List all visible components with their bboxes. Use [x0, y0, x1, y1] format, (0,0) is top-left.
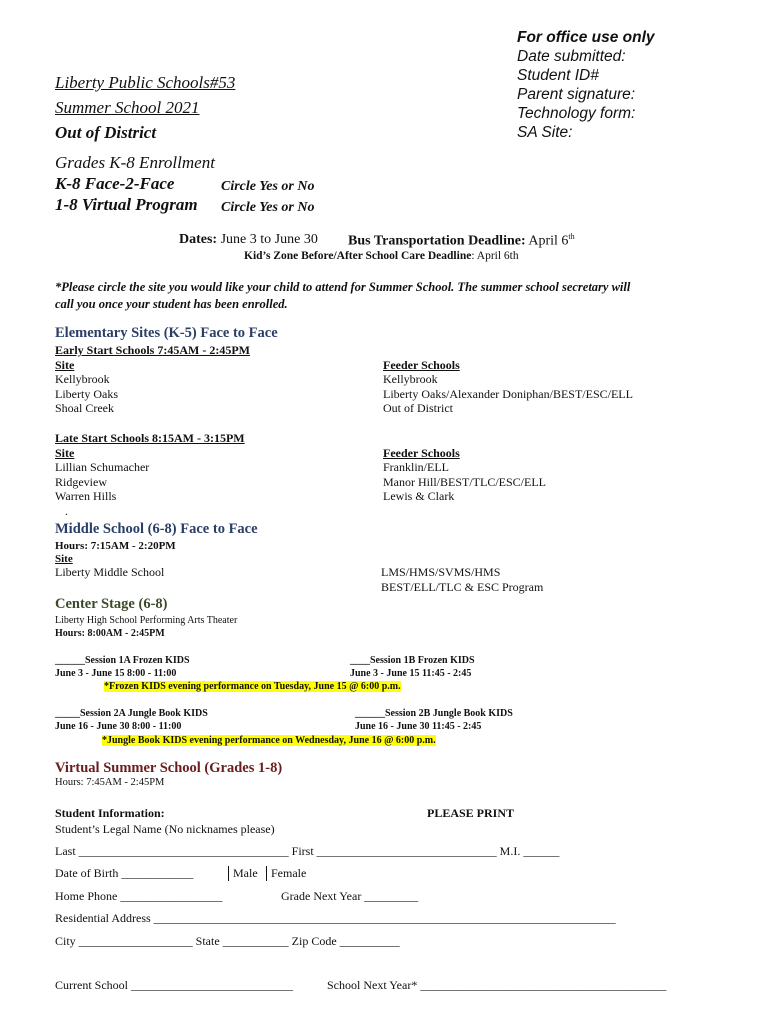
early-site-shoal-creek[interactable]: Shoal Creek [55, 401, 114, 415]
session-1a-time: June 3 - June 15 8:00 - 11:00 [55, 668, 177, 679]
circle-f2f[interactable]: Circle Yes or No [221, 179, 315, 194]
center-stage-venue: Liberty High School Performing Arts Theater [55, 615, 238, 626]
early-site-label: Site [55, 357, 75, 372]
center-stage-info [55, 614, 237, 640]
center-stage-title: Center Stage (6-8) [55, 596, 168, 612]
home-phone-field[interactable]: Home Phone _________________ [55, 889, 223, 903]
site-note-line-1: *Please circle the site you would like your child to attend for Summer School. The summer school secretary will [55, 280, 631, 294]
early-feeder-label: Feeder Schools [383, 357, 460, 372]
middle-hours-block [55, 540, 176, 565]
kids-zone-label: Kid’s Zone Before/After School Care Deadline [244, 250, 472, 262]
session-1a-label: ______Session 1A Frozen KIDS [55, 655, 190, 666]
bus-sup: th [568, 232, 575, 241]
kids-zone-value: : April 6th [471, 250, 519, 262]
session-2b-label: ______Session 2B Jungle Book KIDS [355, 708, 513, 719]
address-field[interactable]: Residential Address _____________________________________________________________________________ [55, 911, 616, 925]
grade-next-year-field[interactable]: Grade Next Year _________ [281, 889, 419, 903]
early-feeder-block [383, 358, 633, 416]
bus-value: April 6 [528, 233, 569, 249]
dates-line [179, 232, 318, 248]
session-2b[interactable] [355, 707, 513, 733]
circle-choices [221, 176, 314, 218]
session-2b-time: June 16 - June 30 11:45 - 2:45 [355, 721, 482, 732]
jungle-note-text: *Jungle Book KIDS evening performance on Wednesday, June 16 @ 6:00 p.m. [102, 735, 436, 746]
session-1a[interactable] [55, 654, 190, 680]
current-school-field[interactable]: Current School ___________________________ [55, 978, 293, 992]
late-feeder-3: Lewis & Clark [383, 489, 455, 503]
late-site-label: Site [55, 445, 75, 460]
frozen-note-text: *Frozen KIDS evening performance on Tuesday, June 15 @ 6:00 p.m. [104, 681, 401, 692]
late-start-heading: Late Start Schools 8:15AM - 3:15PM [55, 431, 245, 445]
dob-field[interactable]: Date of Birth ____________ [55, 866, 194, 880]
f2f-program: K-8 Face-2-Face [55, 174, 175, 193]
early-feeder-3: Out of District [383, 401, 453, 415]
please-print: PLEASE PRINT [427, 806, 515, 820]
late-feeder-label: Feeder Schools [383, 445, 460, 460]
male-option[interactable]: Male [228, 866, 258, 881]
school-name: Liberty Public Schools#53 [55, 73, 236, 92]
early-feeder-1: Kellybrook [383, 372, 438, 386]
office-date-submitted: Date submitted: [517, 48, 626, 65]
middle-feeder-2: BEST/ELL/TLC & ESC Program [381, 579, 544, 594]
session-2a-label: _____Session 2A Jungle Book KIDS [55, 708, 208, 719]
city-state-zip-fields[interactable]: City ___________________ State ___________ Zip Code __________ [55, 934, 400, 948]
form-header [55, 70, 235, 145]
dates-value: June 3 to June 30 [220, 232, 318, 247]
late-site-lillian-schumacher[interactable]: Lillian Schumacher [55, 460, 150, 474]
bus-deadline [348, 232, 575, 250]
site-note [55, 279, 630, 313]
female-option[interactable]: Female [266, 866, 306, 881]
center-stage-hours: Hours: 8:00AM - 2:45PM [55, 628, 165, 639]
early-site-kellybrook[interactable]: Kellybrook [55, 372, 110, 386]
frozen-note [104, 681, 401, 692]
early-feeder-2: Liberty Oaks/Alexander Doniphan/BEST/ESC/ELL [383, 386, 633, 401]
late-site-warren-hills[interactable]: Warren Hills [55, 489, 117, 503]
middle-feeders [381, 565, 543, 594]
late-start-block [55, 431, 245, 518]
middle-feeder-1: LMS/HMS/SVMS/HMS [381, 565, 501, 579]
late-dot: . [65, 503, 68, 518]
kids-zone-deadline [244, 250, 519, 262]
virtual-title: Virtual Summer School (Grades 1-8) [55, 760, 283, 776]
middle-site-label: Site [55, 552, 73, 565]
dates-label: Dates: [179, 232, 218, 247]
office-use-block [517, 28, 655, 142]
office-parent-signature: Parent signature: [517, 86, 636, 103]
late-site-ridgeview[interactable]: Ridgeview [55, 474, 107, 489]
early-start-block [55, 343, 250, 416]
program-name: Summer School 2021 [55, 98, 200, 117]
session-1b-label: ____Session 1B Frozen KIDS [350, 655, 475, 666]
jungle-note [102, 735, 436, 746]
student-info-heading: Student Information: [55, 806, 165, 820]
enrollment-block [55, 152, 215, 215]
middle-hours: Hours: 7:15AM - 2:20PM [55, 540, 176, 552]
session-2a[interactable] [55, 707, 208, 733]
office-sa-site: SA Site: [517, 124, 573, 141]
bus-label: Bus Transportation Deadline: [348, 233, 526, 249]
school-next-year-field[interactable]: School Next Year* _________________________________________ [327, 978, 667, 992]
virtual-program: 1-8 Virtual Program [55, 195, 198, 214]
legal-name-label: Student’s Legal Name (No nicknames please) [55, 822, 275, 836]
grades-enrollment: Grades K-8 Enrollment [55, 153, 215, 172]
session-1b[interactable] [350, 654, 475, 680]
virtual-hours: Hours: 7:45AM - 2:45PM [55, 777, 165, 788]
office-use-heading: For office use only [517, 29, 655, 46]
session-2a-time: June 16 - June 30 8:00 - 11:00 [55, 721, 182, 732]
office-technology-form: Technology form: [517, 105, 636, 122]
late-feeder-1: Franklin/ELL [383, 460, 449, 474]
elementary-title: Elementary Sites (K-5) Face to Face [55, 325, 278, 341]
early-site-liberty-oaks[interactable]: Liberty Oaks [55, 386, 118, 401]
late-feeder-block [383, 446, 546, 504]
site-note-line-2: call you once your student has been enrolled. [55, 297, 288, 311]
session-1b-time: June 3 - June 15 11:45 - 2:45 [350, 668, 472, 679]
name-fields[interactable]: Last ___________________________________ First ______________________________ M.I. ______ [55, 844, 560, 858]
office-student-id: Student ID# [517, 67, 599, 84]
district-label: Out of District [55, 123, 157, 142]
late-feeder-2: Manor Hill/BEST/TLC/ESC/ELL [383, 474, 546, 489]
early-start-heading: Early Start Schools 7:45AM - 2:45PM [55, 343, 250, 357]
middle-site[interactable]: Liberty Middle School [55, 565, 165, 579]
middle-school-title: Middle School (6-8) Face to Face [55, 521, 258, 537]
circle-virtual[interactable]: Circle Yes or No [221, 200, 315, 215]
